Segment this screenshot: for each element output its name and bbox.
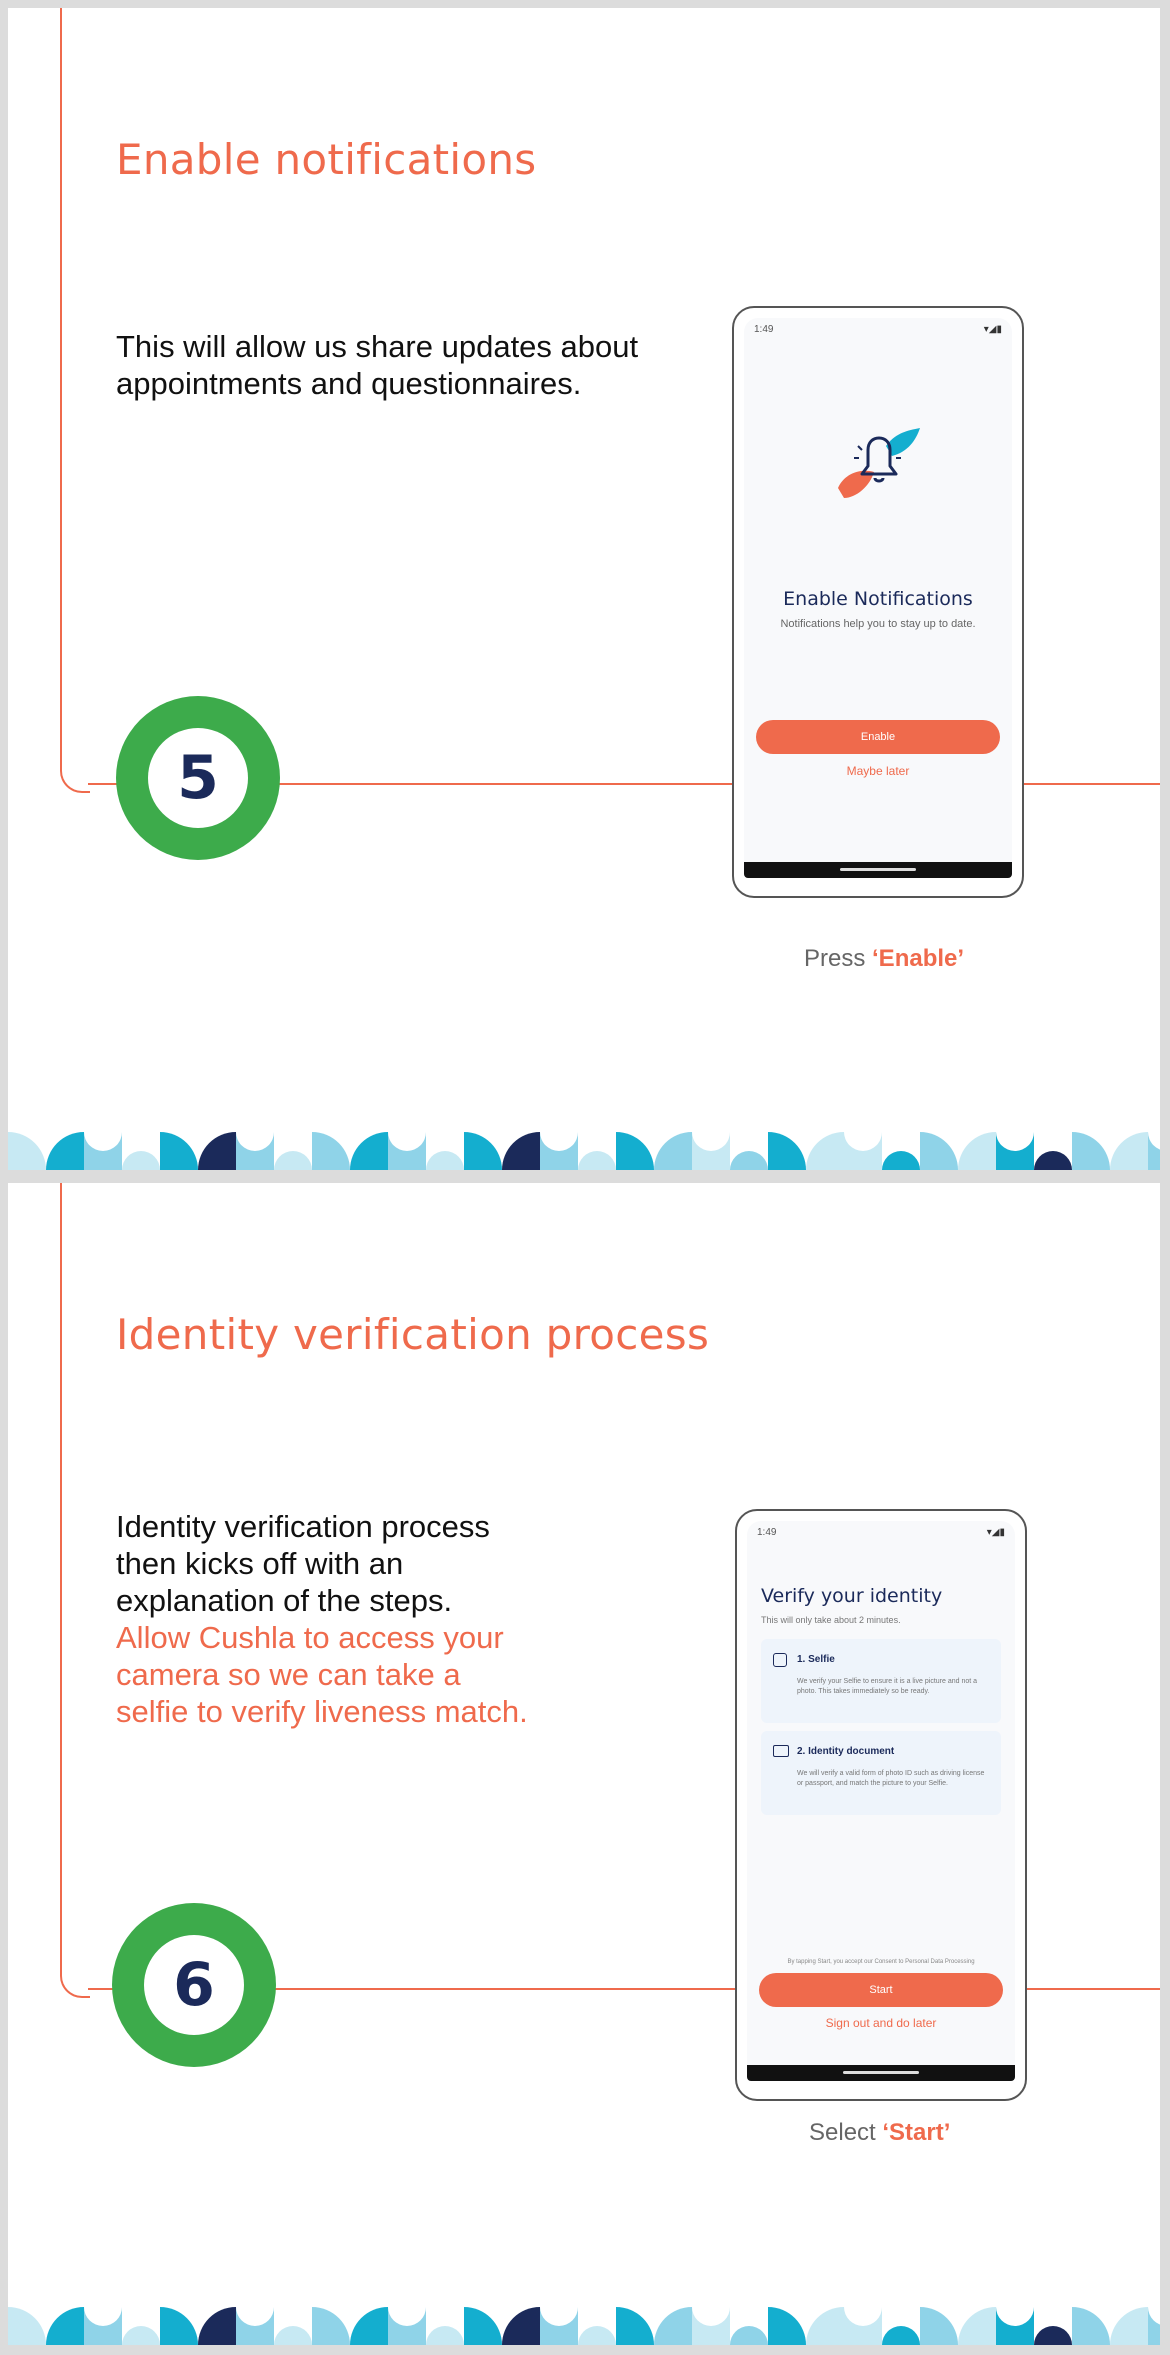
slide-identity-verification bbox=[8, 1183, 1160, 2345]
caption-action: ‘Enable’ bbox=[872, 945, 965, 972]
pattern-shape bbox=[312, 1132, 350, 1170]
pattern-shape bbox=[426, 1151, 464, 1170]
phone-screen bbox=[747, 1521, 1015, 2081]
step-number: 5 bbox=[177, 743, 219, 813]
step-card-desc: We verify your Selfie to ensure it is a live picture and not a photo. This takes immediately so be ready. bbox=[797, 1678, 978, 1695]
signal-battery-icon: ▾◢▮ bbox=[986, 1527, 1005, 1538]
status-bar bbox=[757, 1527, 1005, 1541]
pattern-shape bbox=[654, 2307, 692, 2345]
pattern-shape bbox=[882, 2326, 920, 2345]
pattern-shape bbox=[122, 2326, 160, 2345]
pattern-shape bbox=[844, 2307, 882, 2345]
step-card-identity-document bbox=[761, 1731, 1001, 1815]
pattern-shape bbox=[578, 1151, 616, 1170]
phone-mockup bbox=[735, 1509, 1027, 2101]
pattern-shape bbox=[160, 1132, 198, 1170]
pattern-shape bbox=[8, 2307, 46, 2345]
pattern-shape bbox=[616, 2307, 654, 2345]
pattern-shape bbox=[806, 1132, 844, 1170]
pattern-shape bbox=[920, 1132, 958, 1170]
pattern-shape bbox=[958, 2307, 996, 2345]
pattern-shape bbox=[996, 2307, 1034, 2345]
id-card-icon bbox=[773, 1745, 789, 1757]
face-scan-icon bbox=[773, 1653, 787, 1667]
pattern-shape bbox=[426, 2326, 464, 2345]
description-line: Identity verification process bbox=[116, 1509, 490, 1544]
step-number-badge bbox=[112, 1903, 276, 2067]
instruction-caption bbox=[804, 945, 964, 973]
decorative-pattern-strip bbox=[8, 2307, 1160, 2345]
step-card-title: 2. Identity document bbox=[797, 1746, 895, 1757]
pattern-shape bbox=[312, 2307, 350, 2345]
status-time: 1:49 bbox=[754, 324, 774, 335]
phone-screen bbox=[744, 318, 1012, 878]
pattern-shape bbox=[464, 2307, 502, 2345]
slide-description bbox=[116, 1508, 528, 1730]
pattern-shape bbox=[730, 2326, 768, 2345]
step-card-desc: We will verify a valid form of photo ID such as driving license or passport, and match the picture to your Selfie. bbox=[797, 1770, 985, 1787]
pattern-shape bbox=[692, 2307, 730, 2345]
description-line: then kicks off with an bbox=[116, 1546, 404, 1581]
pattern-shape bbox=[236, 2307, 274, 2345]
pattern-shape bbox=[1148, 2307, 1160, 2345]
pattern-shape bbox=[768, 2307, 806, 2345]
description-accent-line: selfie to verify liveness match. bbox=[116, 1694, 528, 1729]
caption-prefix: Press bbox=[804, 945, 873, 972]
pattern-shape bbox=[578, 2326, 616, 2345]
screen-subtext: Notifications help you to stay up to date. bbox=[780, 618, 976, 630]
pattern-shape bbox=[1034, 2326, 1072, 2345]
description-line: explanation of the steps. bbox=[116, 1583, 453, 1618]
sign-out-link[interactable]: Sign out and do later bbox=[825, 2016, 937, 2030]
enable-button[interactable]: Enable bbox=[756, 720, 1000, 754]
maybe-later-link[interactable]: Maybe later bbox=[846, 764, 910, 778]
pattern-shape bbox=[996, 1132, 1034, 1170]
description-accent-line: camera so we can take a bbox=[116, 1657, 461, 1692]
pattern-shape bbox=[540, 2307, 578, 2345]
gesture-bar bbox=[747, 2065, 1015, 2081]
screen-heading: Verify your identity bbox=[761, 1585, 943, 1607]
timeline-vertical-line bbox=[60, 8, 62, 763]
pattern-shape bbox=[350, 2307, 388, 2345]
pattern-shape bbox=[1034, 1151, 1072, 1170]
pattern-shape bbox=[502, 2307, 540, 2345]
step-number-badge bbox=[116, 696, 280, 860]
pattern-shape bbox=[540, 1132, 578, 1170]
pattern-shape bbox=[46, 1132, 84, 1170]
description-line: appointments and questionnaires. bbox=[116, 366, 582, 401]
start-button[interactable]: Start bbox=[759, 1973, 1003, 2007]
bell-icon bbox=[834, 426, 924, 506]
screen-heading: Enable Notifications bbox=[783, 588, 973, 610]
timeline-vertical-line bbox=[60, 1183, 62, 1968]
pattern-shape bbox=[122, 1151, 160, 1170]
caption-action: ‘Start’ bbox=[882, 2119, 951, 2146]
pattern-shape bbox=[502, 1132, 540, 1170]
pattern-shape bbox=[1148, 1132, 1160, 1170]
pattern-shape bbox=[84, 2307, 122, 2345]
pattern-shape bbox=[84, 1132, 122, 1170]
pattern-shape bbox=[274, 1151, 312, 1170]
pattern-shape bbox=[160, 2307, 198, 2345]
caption-prefix: Select bbox=[809, 2119, 883, 2146]
pattern-shape bbox=[388, 1132, 426, 1170]
pattern-shape bbox=[198, 1132, 236, 1170]
timeline-corner bbox=[60, 1968, 90, 1998]
description-line: This will allow us share updates about bbox=[116, 329, 639, 364]
pattern-shape bbox=[1110, 2307, 1148, 2345]
screen-subheading: This will only take about 2 minutes. bbox=[761, 1615, 901, 1625]
slide-description bbox=[116, 328, 638, 402]
signal-battery-icon: ▾◢▮ bbox=[983, 324, 1002, 335]
step-card-selfie bbox=[761, 1639, 1001, 1723]
description-accent-line: Allow Cushla to access your bbox=[116, 1620, 504, 1655]
pattern-shape bbox=[198, 2307, 236, 2345]
status-bar bbox=[754, 324, 1002, 338]
step-card-title: 1. Selfie bbox=[797, 1654, 835, 1665]
pattern-shape bbox=[46, 2307, 84, 2345]
pattern-shape bbox=[464, 1132, 502, 1170]
pattern-shape bbox=[8, 1132, 46, 1170]
pattern-shape bbox=[388, 2307, 426, 2345]
pattern-shape bbox=[1072, 2307, 1110, 2345]
pattern-shape bbox=[730, 1151, 768, 1170]
pattern-shape bbox=[654, 1132, 692, 1170]
pattern-shape bbox=[350, 1132, 388, 1170]
timeline-corner bbox=[60, 763, 90, 793]
pattern-shape bbox=[844, 1132, 882, 1170]
decorative-pattern-strip bbox=[8, 1132, 1160, 1170]
consent-text: By tapping Start, you accept our Consent to Personal Data Processing bbox=[787, 1959, 975, 1965]
status-time: 1:49 bbox=[757, 1527, 777, 1538]
phone-mockup bbox=[732, 306, 1024, 898]
pattern-shape bbox=[1110, 1132, 1148, 1170]
pattern-shape bbox=[1072, 1132, 1110, 1170]
pattern-shape bbox=[274, 2326, 312, 2345]
slide-enable-notifications bbox=[8, 8, 1160, 1170]
pattern-shape bbox=[958, 1132, 996, 1170]
pattern-shape bbox=[692, 1132, 730, 1170]
slide-title: Enable notifications bbox=[116, 135, 537, 184]
pattern-shape bbox=[806, 2307, 844, 2345]
pattern-shape bbox=[236, 1132, 274, 1170]
step-number: 6 bbox=[173, 1950, 215, 2020]
instruction-caption bbox=[809, 2119, 950, 2147]
pattern-shape bbox=[616, 1132, 654, 1170]
gesture-bar bbox=[744, 862, 1012, 878]
pattern-shape bbox=[882, 1151, 920, 1170]
pattern-shape bbox=[768, 1132, 806, 1170]
pattern-shape bbox=[920, 2307, 958, 2345]
slide-title: Identity verification process bbox=[116, 1310, 710, 1359]
